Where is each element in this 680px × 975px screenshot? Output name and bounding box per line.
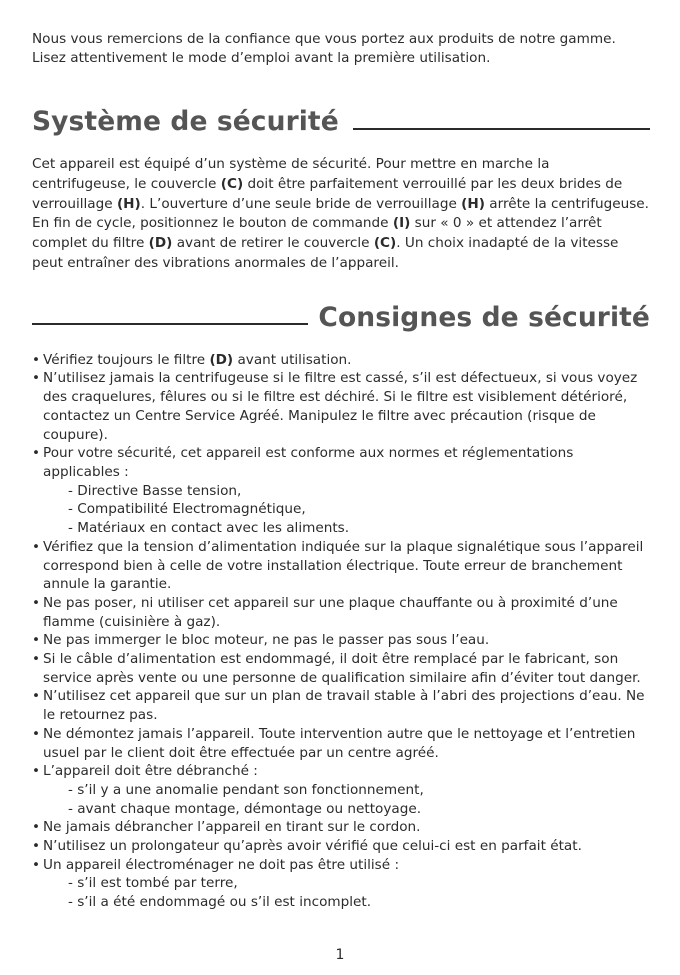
- bullet-icon: •: [32, 856, 41, 873]
- intro-thanks: Nous vous remercions de la confiance que vous portez aux produits de notre gamme.: [32, 31, 616, 47]
- safety-subitem: - s’il a été endommagé ou s’il est incomplet.: [68, 894, 372, 911]
- safety-item-water: • Ne pas immerger le bloc moteur, ne pas le passer pas sous l’eau.: [32, 632, 490, 649]
- safety-item-voltage: • Vérifiez que la tension d’alimentation indiquée sur la plaque signalétique sous l’appareil correspond bien à celle de votre installation électrique. Toute erreur de branchement annule la garantie.: [32, 538, 644, 593]
- bullet-icon: •: [32, 688, 41, 705]
- bullet-icon: •: [32, 838, 41, 855]
- safety-item-damaged-filter: • N’utilisez jamais la centrifugeuse si le filtre est cassé, s’il est défectueux, si vous voyez des craquelures, fêlures ou si le filtre est déchiré. Si le filtre est visiblement détérioré, contactez un Centre Service Agréé. Manipulez le filtre avec précaution (risque de coupure).: [32, 370, 638, 443]
- safety-title: Consignes de sécurité: [318, 301, 650, 333]
- bullet-icon: •: [32, 819, 41, 836]
- safety-item-unplug: • L’appareil doit être débranché :: [32, 763, 258, 780]
- bullet-icon: •: [32, 651, 41, 668]
- security-system-heading-row: [32, 106, 650, 137]
- document-page: [32, 30, 650, 912]
- intro-block: [32, 30, 650, 68]
- safety-item-no-disassembly: • Ne démontez jamais l’appareil. Toute intervention autre que le nettoyage et l’entretien usuel par le client doit être effectuée par un centre agréé.: [32, 725, 636, 761]
- security-system-paragraph: Cet appareil est équipé d’un système de sécurité. Pour mettre en marche la centrifugeuse, le couvercle (C) doit être parfaitement verrouillé par les deux brides de verrouillage (H). L’ouverture d’une seule bride de verrouillage (H) arrête la centrifugeuse. En fin de cycle, positionnez le bouton de commande (I) sur « 0 » et attendez l’arrêt complet du filtre (D) avant de retirer le couvercle (C). Un choix inadapté de la vitesse peut entraîner des vibrations anormales de l’appareil.: [32, 156, 649, 271]
- safety-item-compliance: • Pour votre sécurité, cet appareil est conforme aux normes et réglementations applicables :: [32, 445, 574, 480]
- safety-item-not-use: • Un appareil électroménager ne doit pas être utilisé :: [32, 856, 400, 873]
- bullet-icon: •: [32, 725, 41, 742]
- safety-item-stable-surface: • N’utilisez cet appareil que sur un plan de travail stable à l’abri des projections d’eau. Ne le retournez pas.: [32, 688, 645, 724]
- safety-item-heat-source: • Ne pas poser, ni utiliser cet appareil sur une plaque chauffante ou à proximité d’une flamme (cuisinière à gaz).: [32, 594, 618, 630]
- safety-item-extension: • N’utilisez un prolongateur qu’après avoir vérifié que celui-ci est en parfait état.: [32, 838, 582, 855]
- safety-subitem: - s’il est tombé par terre,: [68, 875, 238, 892]
- safety-subitem: - avant chaque montage, démontage ou nettoyage.: [68, 800, 422, 817]
- safety-subitem: - Directive Basse tension,: [68, 482, 242, 499]
- bullet-icon: •: [32, 538, 41, 555]
- safety-subitem: - s’il y a une anomalie pendant son fonctionnement,: [68, 781, 424, 798]
- safety-item-filter-check: • Vérifiez toujours le filtre (D) avant utilisation.: [32, 351, 352, 368]
- bullet-icon: •: [32, 763, 41, 780]
- bullet-icon: •: [32, 351, 41, 368]
- security-system-title: Système de sécurité: [32, 106, 339, 137]
- bullet-icon: •: [32, 445, 41, 462]
- safety-list: [32, 351, 650, 912]
- safety-item-power-cable: • Si le câble d’alimentation est endommagé, il doit être remplacé par le fabricant, son service après vente ou une personne de qualification similaire afin d’éviter tout danger.: [32, 651, 641, 686]
- bullet-icon: •: [32, 632, 41, 649]
- page-number: 1: [335, 947, 345, 963]
- safety-heading-row: [32, 302, 650, 333]
- bullet-icon: •: [32, 594, 41, 611]
- intro-instruction: Lisez attentivement le mode d’emploi avant la première utilisation.: [32, 50, 491, 66]
- safety-subitem: - Matériaux en contact avec les aliments.: [68, 520, 350, 537]
- bullet-icon: •: [32, 370, 41, 387]
- heading-rule: [32, 323, 308, 325]
- safety-item-cord: • Ne jamais débrancher l’appareil en tirant sur le cordon.: [32, 819, 421, 836]
- safety-subitem: - Compatibilité Electromagnétique,: [68, 501, 306, 518]
- heading-rule: [353, 128, 650, 130]
